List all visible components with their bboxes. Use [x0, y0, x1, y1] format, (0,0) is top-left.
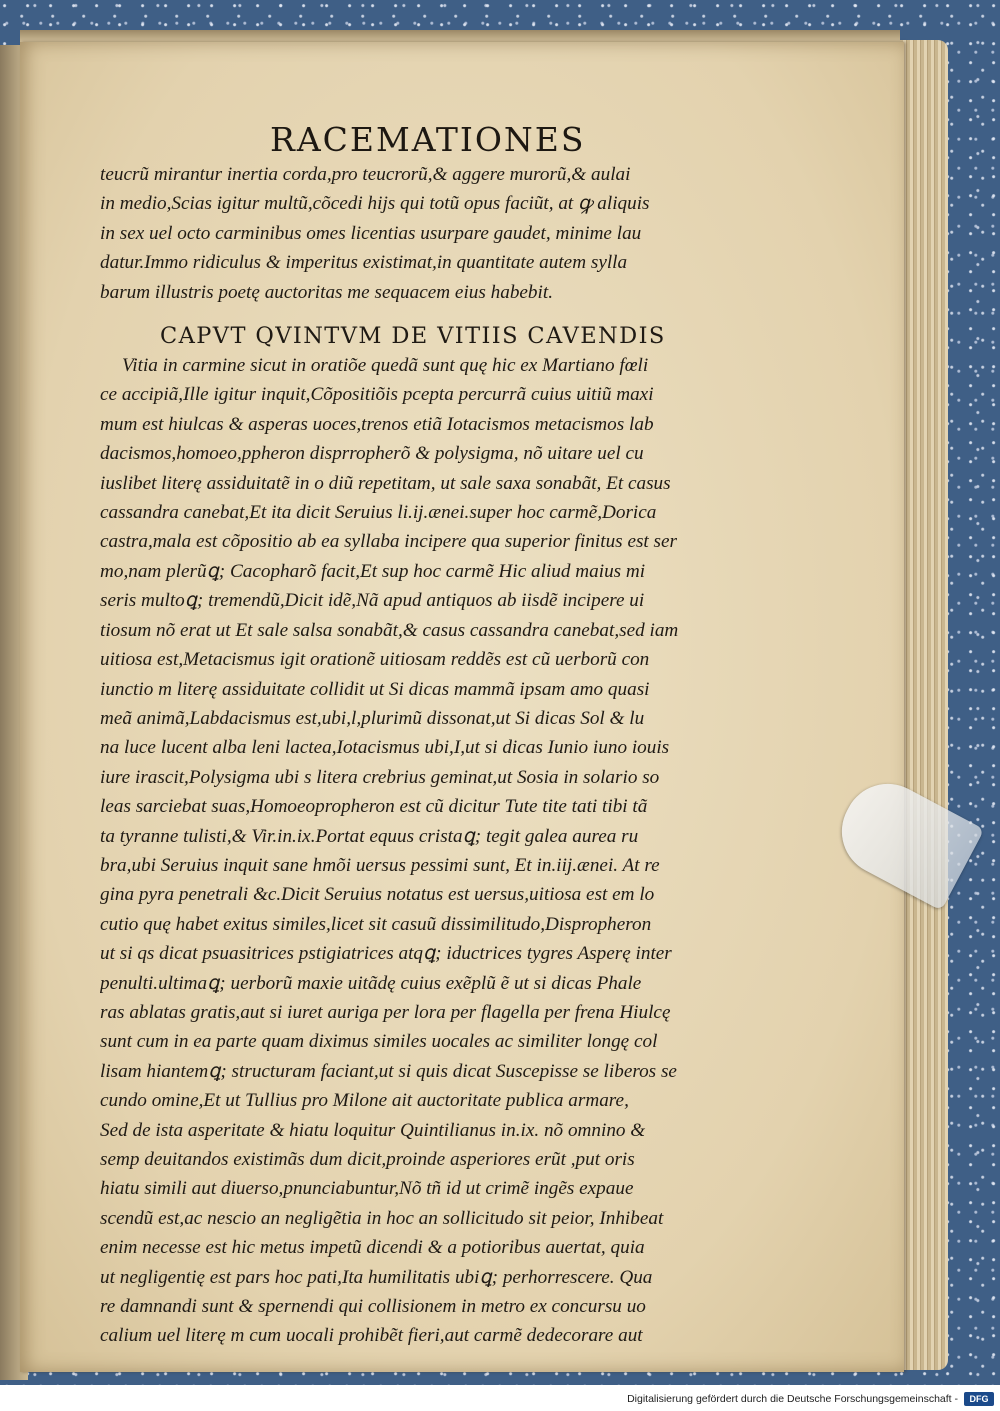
text-line: semp deuitandos existimãs dum dicit,proinde asperiores erũt ,put oris [100, 1149, 635, 1170]
text-line: ut negligentię est pars hoc pati,Ita humilitatis ubiꝗ; perhorrescere. Qua [100, 1266, 653, 1288]
chapter-title: CAPVT QVINTVM DE VITIIS CAVENDIS [160, 323, 666, 350]
text-line: in medio,Scias igitur multũ,cõcedi hijs qui totũ opus faciũt, at ꝙ aliquis [100, 193, 650, 215]
text-line: in sex uel octo carminibus omes licentias usurpare gaudet, minime lau [100, 222, 642, 244]
text-line: iure irascit,Polysigma ubi s litera crebrius geminat,ut Sosia in solario so [100, 766, 660, 788]
text-line: mum est hiulcas & asperas uoces,trenos etiã Iotacismos metacismos lab [100, 413, 654, 435]
text-line: mo,nam plerũꝗ; Cacopharõ facit,Et sup hoc carmẽ Hic aliud maius mi [100, 560, 646, 582]
text-line: seris multoꝗ; tremendũ,Dicit idẽ,Nã apud antiquos ab iisdẽ incipere ui [100, 590, 645, 612]
text-line: iuslibet literę assiduitatẽ in o diũ repetitam, ut sale saxa sonabãt, Et casus [100, 472, 671, 494]
text-line: datur.Immo ridiculus & imperitus existimat,in quantitate autem sylla [100, 252, 628, 274]
text-line: castra,mala est cõpositio ab ea syllaba incipere qua superior finitus est ser [100, 531, 678, 553]
text-line: iunctio m literę assiduitate collidit ut Si dicas mammã ipsam amo quasi [100, 678, 650, 700]
text-line: cassandra canebat,Et ita dicit Seruius li.ij.ænei.super hoc carmẽ,Dorica [100, 502, 657, 524]
text-line: dacismos,homoeo,ppheron disprropherõ & polysigma, nõ uitare uel cu [100, 443, 644, 465]
text-line: teucrũ mirantur inertia corda,pro teucrorũ,& aggere murorũ,& aulai [100, 164, 631, 185]
right-page-stack [900, 40, 948, 1370]
text-line: gina pyra penetrali &c.Dicit Seruius notatus est uersus,uitiosa est em lo [100, 884, 655, 906]
text-line: na luce lucent alba leni lactea,Iotacismus ubi,I,ut si dicas Iunio iuno iouis [100, 737, 670, 759]
dfg-logo: DFG [964, 1392, 994, 1406]
text-line: enim necesse est hic metus impetũ dicendi & a potioribus auertat, quia [100, 1237, 645, 1259]
footer-credit: Digitalisierung gefördert durch die Deutsche Forschungsgemeinschaft - [627, 1393, 958, 1405]
text-line: uitiosa est,Metacismus igit orationẽ uitiosam reddẽs est cũ uerborũ con [100, 649, 650, 671]
text-line: penulti.ultimaꝗ; uerborũ maxie uitãdę cuius exẽplũ ẽ ut si dicas Phale [100, 972, 642, 994]
text-line: ras ablatas gratis,aut si iuret auriga per lora per flagella per frena Hiulcę [100, 1001, 671, 1023]
text-line: lisam hiantemꝗ; structuram faciant,ut si quis dicat Suscepisse se liberos se [100, 1060, 677, 1082]
text-line: leas sarciebat suas,Homoeopropheron est cũ dicitur Tute tite tati tibi tã [100, 796, 648, 818]
text-line: ce accipiã,Ille igitur inquit,Cõpositiõis pcepta percurrã cuius uitiũ maxi [100, 384, 654, 406]
text-line: scendũ est,ac nescio an negligẽtia in hoc an sollicitudo sit peior, Inhibeat [100, 1207, 664, 1229]
text-line: sunt cum in ea parte quam diximus similes uocales ac similiter longę col [100, 1031, 658, 1053]
running-head: RACEMATIONES [270, 120, 586, 159]
text-line: Sed de ista asperitate & hiatu loquitur Quintilianus in.ix. nõ omnino & [100, 1119, 646, 1141]
text-block [100, 160, 740, 1351]
intro-paragraph [100, 160, 740, 307]
text-line: re damnandi sunt & spernendi qui collisionem in metro ex concursu uo [100, 1296, 646, 1318]
text-line: meã animã,Labdacismus est,ubi,l,plurimũ dissonat,ut Si dicas Sol & lu [100, 707, 645, 729]
text-line: barum illustris poetę auctoritas me sequacem eius habebit. [100, 281, 553, 303]
text-line: cundo omine,Et ut Tullius pro Milone ait auctoritate publica armare, [100, 1090, 629, 1112]
text-line: ta tyranne tulisti,& Vir.in.ix.Portat equus cristaꝗ; tegit galea aurea ru [100, 825, 639, 847]
text-line: bra,ubi Seruius inquit sane hmõi uersus pessimi sunt, Et in.iij.ænei. At re [100, 854, 660, 876]
text-line: Vitia in carmine sicut in oratiõe quedã sunt quę hic ex Martiano fœli [122, 355, 649, 377]
chapter-paragraph [100, 351, 740, 1351]
text-line: cutio quę habet exitus similes,licet sit casuũ dissimilitudo,Dispropheron [100, 913, 652, 935]
text-line: ut si qs dicat psuasitrices pstigiatrices atqꝗ; iductrices tygres Asperę inter [100, 943, 672, 965]
text-line: calium uel literę m cum uocali prohibẽt fieri,aut carmẽ dedecorare aut [100, 1325, 643, 1347]
text-line: hiatu simili aut diuerso,pnunciabuntur,Nõ tñ id ut crimẽ ingẽs expaue [100, 1178, 634, 1200]
text-line: tiosum nõ erat ut Et sale salsa sonabãt,& casus cassandra canebat,sed iam [100, 619, 679, 641]
